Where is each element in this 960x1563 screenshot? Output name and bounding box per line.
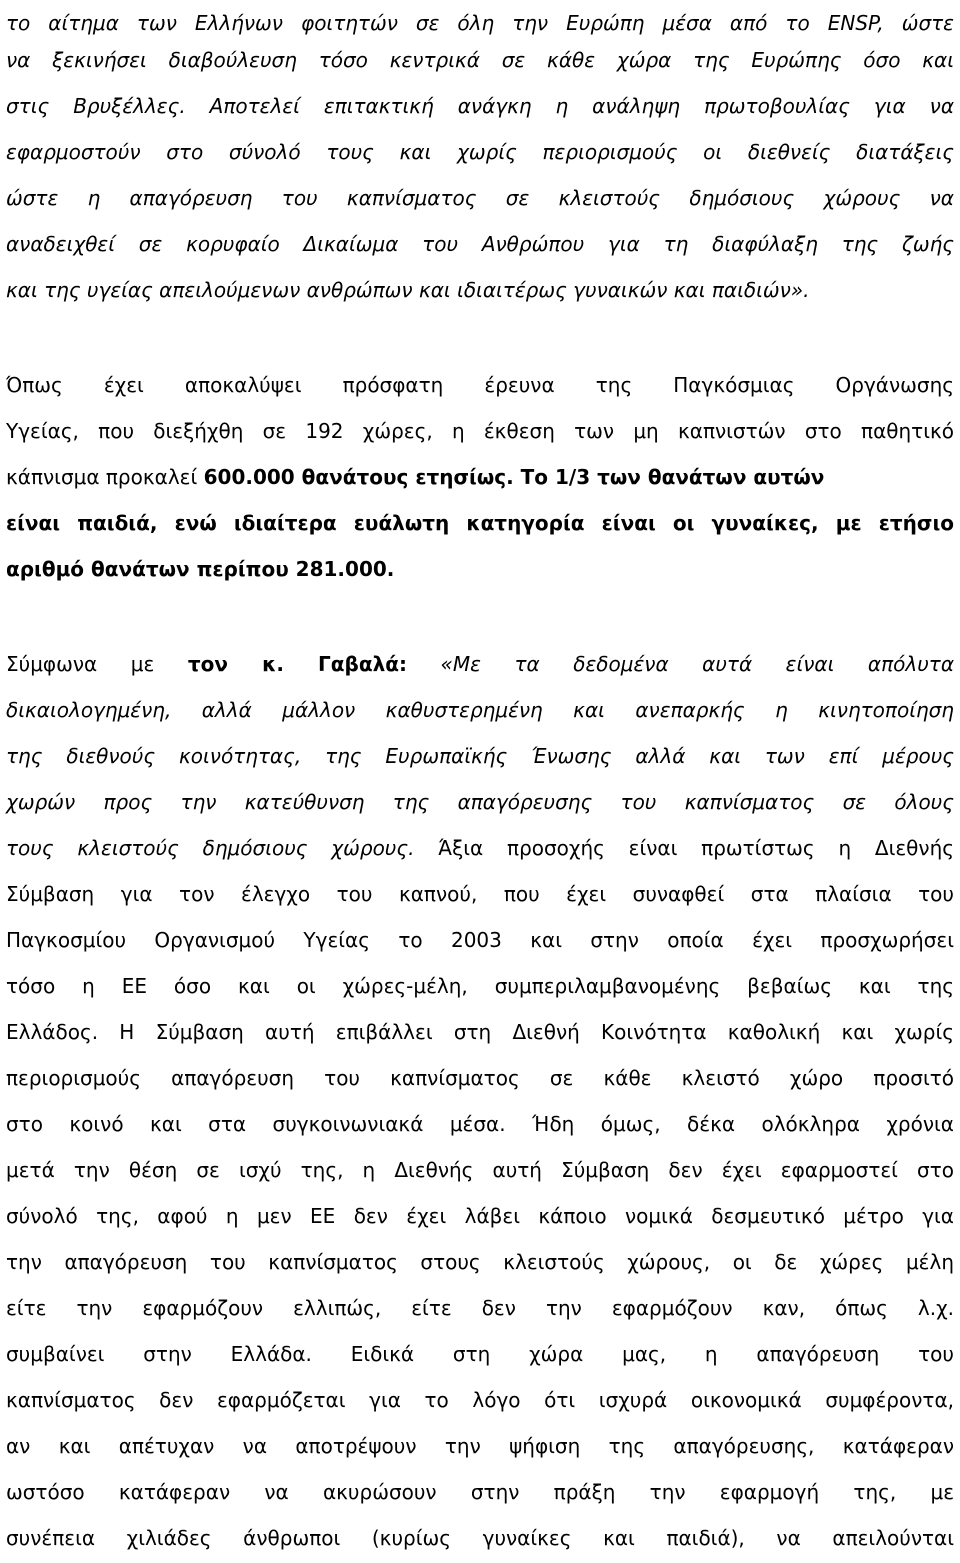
text-line — [6, 641, 954, 687]
quote-start: «Με τα δεδομένα αυτά είναι απόλυτα — [407, 652, 955, 676]
text-line: καπνίσματος δεν εφαρμόζεται για το λόγο ότι ισχυρά οικονομικά συμφέροντα, — [6, 1388, 954, 1412]
text-run: Σύμφωνα με — [6, 652, 188, 676]
text-line: την απαγόρευση του καπνίσματος στους κλειστούς χώρους, οι δε χώρες μέλη — [6, 1250, 954, 1274]
text-line: ωστόσο κατάφεραν να ακυρώσουν στην πράξη την εφαρμογή της, με — [6, 1480, 954, 1504]
text-line: δικαιολογημένη, αλλά μάλλον καθυστερημένη και ανεπαρκής η κινητοποίηση — [6, 698, 954, 722]
highlight-deaths: 600.000 θανάτους ετησίως. — [203, 465, 514, 489]
text-run: κάπνισμα προκαλεί — [6, 465, 204, 489]
text-line: εφαρμοστούν στο σύνολό τους και χωρίς περιορισμούς οι διεθνείς διατάξεις — [6, 140, 954, 164]
text-line: στις Βρυξέλλες. Αποτελεί επιτακτική ανάγκη η ανάληψη πρωτοβουλίας για να — [6, 94, 954, 118]
text-line: τόσο η ΕΕ όσο και οι χώρες-μέλη, συμπεριλαμβανομένης βεβαίως και της — [6, 974, 954, 998]
text-line: είτε την εφαρμόζουν ελλιπώς, είτε δεν την εφαρμόζουν καν, όπως λ.χ. — [6, 1296, 954, 1320]
text-line: Υγείας, που διεξήχθη σε 192 χώρες, η έκθεση των μη καπνιστών στο παθητικό — [6, 419, 954, 443]
text-line: συνέπεια χιλιάδες άνθρωποι (κυρίως γυναίκες και παιδιά), να απειλούνται — [6, 1526, 954, 1550]
highlight-children: Το 1/3 των θανάτων αυτών — [513, 465, 825, 489]
text-line: Όπως έχει αποκαλύψει πρόσφατη έρευνα της Παγκόσμιας Οργάνωσης — [6, 373, 954, 397]
speaker-name: τον κ. Γαβαλά: — [187, 652, 407, 676]
text-line: είναι παιδιά, ενώ ιδιαίτερα ευάλωτη κατηγορία είναι οι γυναίκες, με ετήσιο — [6, 511, 954, 535]
text-run: Άξια προσοχής είναι πρωτίστως η Διεθνής — [414, 836, 955, 860]
text-line: ώστε η απαγόρευση του καπνίσματος σε κλειστούς δημόσιους χώρους να — [6, 186, 954, 210]
text-line: αριθμό θανάτων περίπου 281.000. — [6, 557, 395, 581]
text-line: Ελλάδος. Η Σύμβαση αυτή επιβάλλει στη Διεθνή Κοινότητα καθολική και χωρίς — [6, 1020, 954, 1044]
text-line: αναδειχθεί σε κορυφαίο Δικαίωμα του Ανθρώπου για τη διαφύλαξη της ζωής — [6, 232, 954, 256]
quote-end: τους κλειστούς δημόσιους χώρους. — [6, 836, 415, 860]
text-line: σύνολό της, αφού η μεν ΕΕ δεν έχει λάβει κάποιο νομικά δεσμευτικό μέτρο για — [6, 1204, 954, 1228]
text-line: συμβαίνει στην Ελλάδα. Ειδικά στη χώρα μας, η απαγόρευση του — [6, 1342, 954, 1366]
text-line — [6, 825, 954, 871]
text-line: της διεθνούς κοινότητας, της Ευρωπαϊκής Ένωσης αλλά και των επί μέρους — [6, 744, 954, 768]
text-line — [6, 454, 954, 500]
text-line: αν και απέτυχαν να αποτρέψουν την ψήφιση της απαγόρευσης, κατάφεραν — [6, 1434, 954, 1458]
text-line: περιορισμούς απαγόρευση του καπνίσματος σε κάθε κλειστό χώρο προσιτό — [6, 1066, 954, 1090]
text-line: στο κοινό και στα συγκοινωνιακά μέσα. Ήδη όμως, δέκα ολόκληρα χρόνια — [6, 1112, 954, 1136]
text-line: και της υγείας απειλούμενων ανθρώπων και ιδιαιτέρως γυναικών και παιδιών». — [6, 278, 810, 302]
text-line: να ξεκινήσει διαβούλευση τόσο κεντρικά σε κάθε χώρα της Ευρώπης όσο και — [6, 48, 954, 72]
text-line: Παγκοσμίου Οργανισμού Υγείας το 2003 και στην οποία έχει προσχωρήσει — [6, 928, 954, 952]
text-line: το αίτημα των Ελλήνων φοιτητών σε όλη την Ευρώπη μέσα από το ENSP, ώστε — [6, 11, 954, 35]
text-line: μετά την θέση σε ισχύ της, η Διεθνής αυτή Σύμβαση δεν έχει εφαρμοστεί στο — [6, 1158, 954, 1182]
text-line: χωρών προς την κατεύθυνση της απαγόρευσης του καπνίσματος σε όλους — [6, 790, 954, 814]
text-line: Σύμβαση για τον έλεγχο του καπνού, που έχει συναφθεί στα πλαίσια του — [6, 882, 954, 906]
